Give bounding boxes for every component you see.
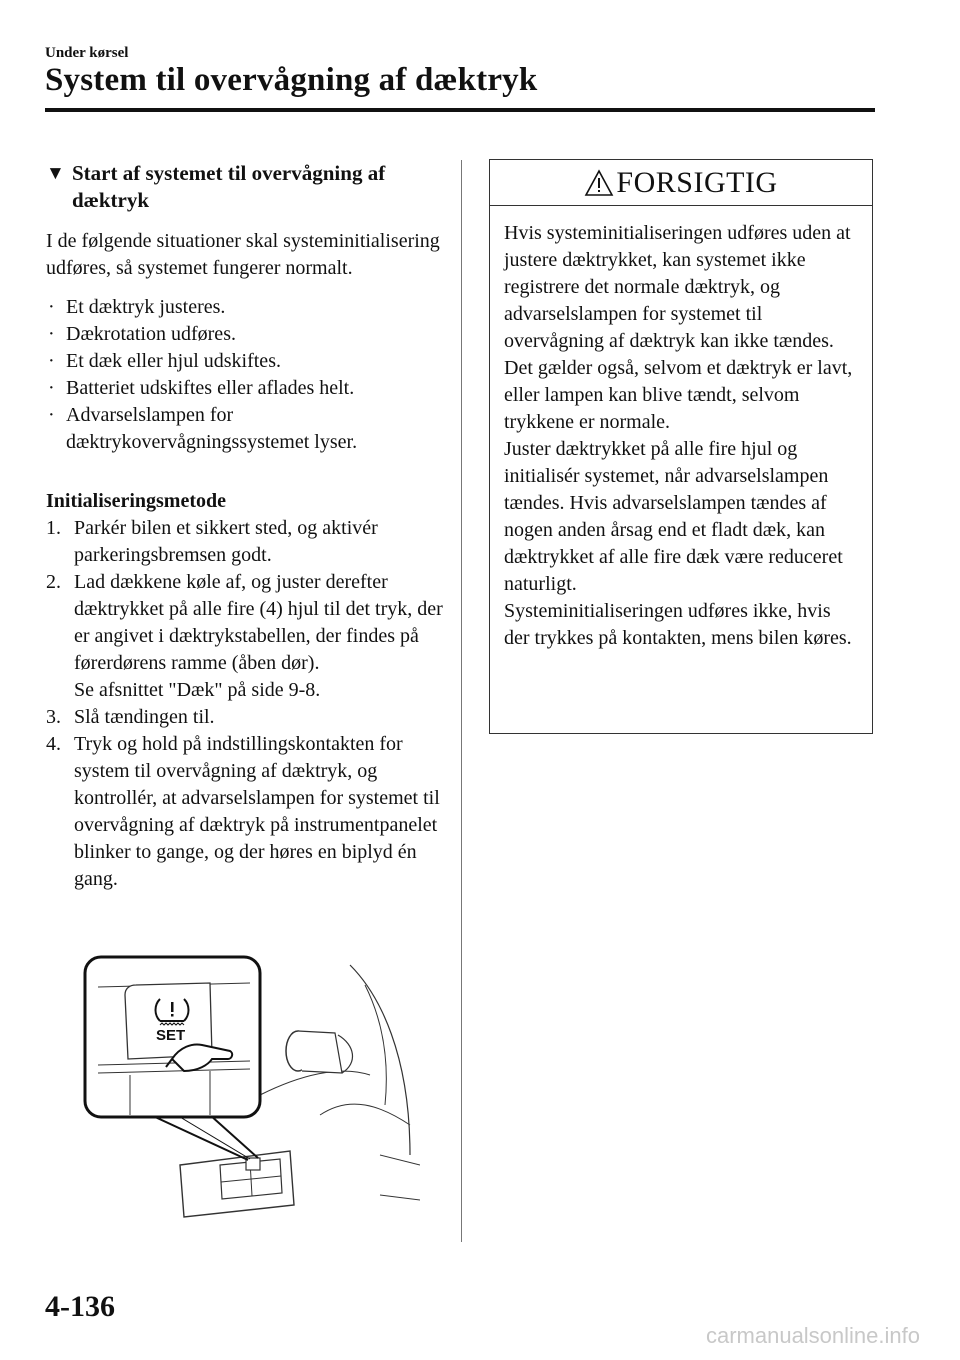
- step-item: 3. Slå tændingen til.: [46, 706, 215, 728]
- caution-paragraph: Hvis systeminitialiseringen udføres uden at justere dæktrykket, kan systemet ikke registrere det normale dæktryk, og advarselslampen for systemet til overvågning af dæktryk kan ikke tændes. Det gælder også, selvom et dæktryk er lavt, eller lampen kan blive tændt, selvom trykkene er normale.: [504, 222, 853, 433]
- method-steps: [46, 515, 446, 893]
- page-number: 4-136: [45, 1290, 115, 1323]
- caution-body: [490, 206, 872, 652]
- subsection-heading-text: Start af systemet til overvågning af dæktryk: [72, 161, 386, 212]
- list-item: · Et dæktryk justeres.: [48, 296, 226, 318]
- section-label: Under kørsel: [45, 45, 129, 61]
- caution-header: [490, 160, 872, 206]
- list-item: · Batteriet udskiftes eller aflades helt.: [48, 377, 355, 399]
- column-divider: [461, 160, 462, 1242]
- left-column: [46, 160, 446, 893]
- step-item: 1. Parkér bilen et sikkert sted, og aktivér parkeringsbremsen godt.: [46, 517, 378, 566]
- intro-paragraph: I de følgende situationer skal systeminitialisering udføres, så systemet fungerer normalt.: [46, 230, 440, 279]
- title-rule: [45, 108, 875, 112]
- caution-box: [489, 159, 873, 734]
- subsection-heading: [46, 160, 446, 214]
- page-title: System til overvågning af dæktryk: [45, 62, 538, 98]
- step-item: 4. Tryk og hold på indstillingskontakten for system til overvågning af dæktryk, og kontrollér, at advarselslampen for systemet til overvågning af dæktryk på instrumentpanelet blinker to gange, og der høres en biplyd én gang.: [46, 733, 440, 890]
- list-item: · Advarselslampen for dæktrykovervågningssystemet lyser.: [48, 404, 358, 453]
- step-item: 2. Lad dækkene køle af, og juster derefter dæktrykket på alle fire (4) hjul til det tryk, der er angivet i dæktrykstabellen, der findes på førerdørens ramme (åben dør). Se afsnittet "Dæk" på side 9-8.: [46, 569, 446, 704]
- caution-title: FORSIGTIG: [616, 165, 778, 199]
- caution-paragraph: Juster dæktrykket på alle fire hjul og initialisér systemet, når advarselslampen tændes. Hvis advarselslampen tændes af nogen anden årsag end et fladt dæk, kan dæktrykket af alle fire dæk være reduceret naturligt.: [504, 438, 843, 595]
- warning-triangle-icon: [584, 169, 614, 197]
- set-label: SET: [156, 1027, 186, 1044]
- list-item: · Dækrotation udføres.: [48, 323, 236, 345]
- method-heading: Initialiseringsmetode: [46, 490, 226, 512]
- watermark: carmanualsonline.info: [705, 1323, 920, 1348]
- list-item: · Et dæk eller hjul udskiftes.: [48, 350, 281, 372]
- triangle-marker-icon: ▼: [46, 163, 65, 184]
- cross-reference: Se afsnittet "Dæk" på side 9-8.: [74, 679, 321, 701]
- caution-paragraph: Systeminitialiseringen udføres ikke, hvis der trykkes på kontakten, mens bilen køres.: [504, 600, 852, 649]
- switch-location-illustration: [80, 955, 420, 1235]
- situation-list: [46, 294, 446, 456]
